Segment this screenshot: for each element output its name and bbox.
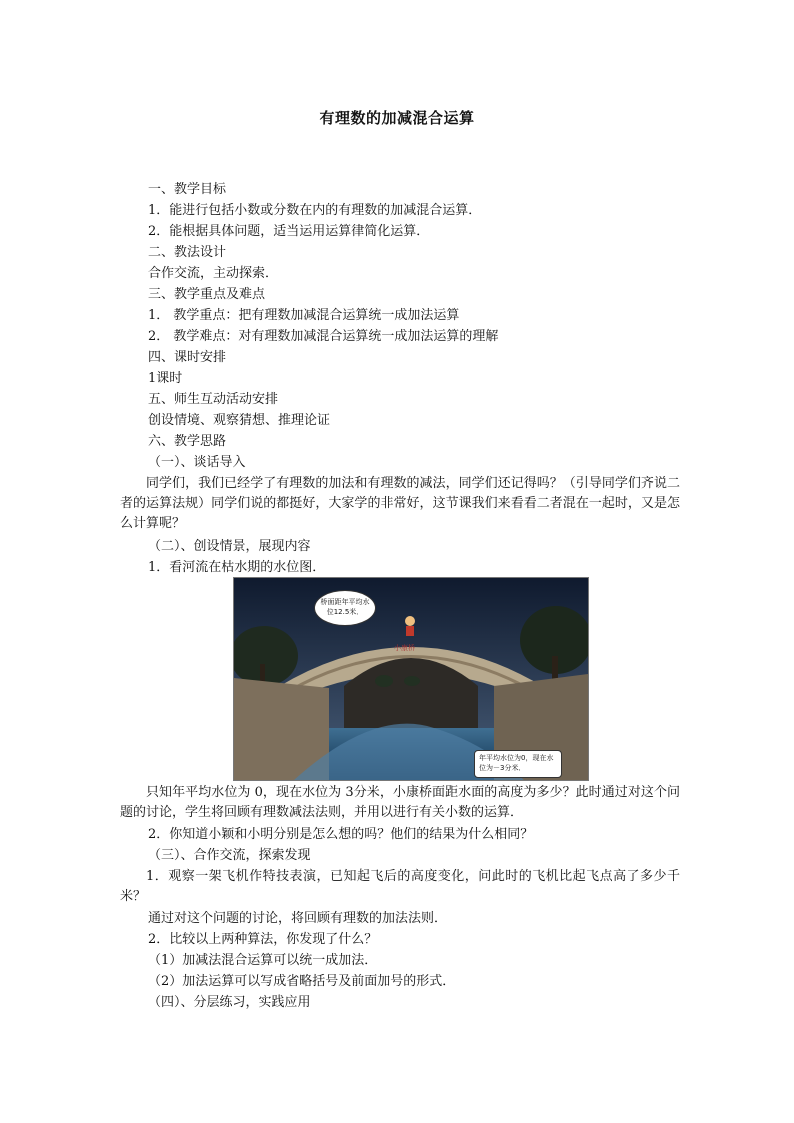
- intro-paragraph: 同学们，我们已经学了有理数的加法和有理数的减法，同学们还记得吗？（引导同学们齐说二者的运算法规）同学们说的都挺好，大家学的非常好，这节课我们来看看二者混在一起时，又是怎么计算呢？: [120, 476, 680, 531]
- heading-method: 二、教法设计: [148, 245, 227, 260]
- heading-key-points: 三、教学重点及难点: [148, 287, 266, 302]
- section-discovery: （三）、合作交流，探索发现: [148, 848, 311, 863]
- page-title: 有理数的加减混合运算: [319, 109, 475, 127]
- schedule-text: 1课时: [148, 371, 183, 386]
- heading-activities: 五、师生互动活动安排: [148, 392, 279, 407]
- addition-review: 通过对这个问题的讨论，将回顾有理数的加法法则．: [148, 911, 448, 926]
- activities-text: 创设情境、观察猜想、推理论证: [148, 413, 331, 428]
- heading-teaching-ideas: 六、教学思路: [148, 434, 227, 449]
- difficult-point: 2． 教学难点：对有理数加减混合运算统一成加法运算的理解: [148, 329, 499, 344]
- key-point: 1． 教学重点：把有理数加减混合运算统一成加法运算: [148, 308, 460, 323]
- section-scenario: （二）、创设情景，展现内容: [148, 539, 311, 554]
- water-level-note: 年平均水位为0，现在水位为－3分米．: [474, 750, 562, 778]
- item-question: 2．你知道小颖和小明分别是怎么想的吗？他们的结果为什么相同？: [148, 827, 534, 842]
- height-speech-bubble: 桥面距年平均水位12.5米．: [314, 590, 376, 626]
- heading-schedule: 四、课时安排: [148, 350, 227, 365]
- item-compare: 2．比较以上两种算法，你发现了什么？: [148, 932, 378, 947]
- item-water-level: 1．看河流在枯水期的水位图．: [148, 560, 326, 575]
- method-text: 合作交流，主动探索．: [148, 266, 279, 281]
- bridge-name-label: 小康桥: [394, 644, 415, 652]
- finding-2: （2）加法运算可以写成省略括号及前面加号的形式．: [148, 974, 456, 989]
- bridge-water-level-figure: [233, 577, 589, 781]
- plane-paragraph: 1．观察一架飞机作特技表演，已知起飞后的高度变化，问此时的飞机比起飞点高了多少千米？: [120, 869, 680, 904]
- objective-2: 2．能根据具体问题，适当运用运算律简化运算．: [148, 224, 430, 239]
- section-intro: （一）、谈话导入: [148, 455, 246, 470]
- heading-objectives: 一、教学目标: [148, 182, 227, 197]
- water-level-paragraph: 只知年平均水位为 0，现在水位为 3分米，小康桥面距水面的高度为多少？此时通过对这个问题的讨论，学生将回顾有理数减法法则，并用以进行有关小数的运算．: [120, 785, 680, 820]
- objective-1: 1．能进行包括小数或分数在内的有理数的加减混合运算．: [148, 203, 482, 218]
- section-practice: （四）、分层练习，实践应用: [148, 995, 311, 1010]
- finding-1: （1）加减法混合运算可以统一成加法．: [148, 953, 378, 968]
